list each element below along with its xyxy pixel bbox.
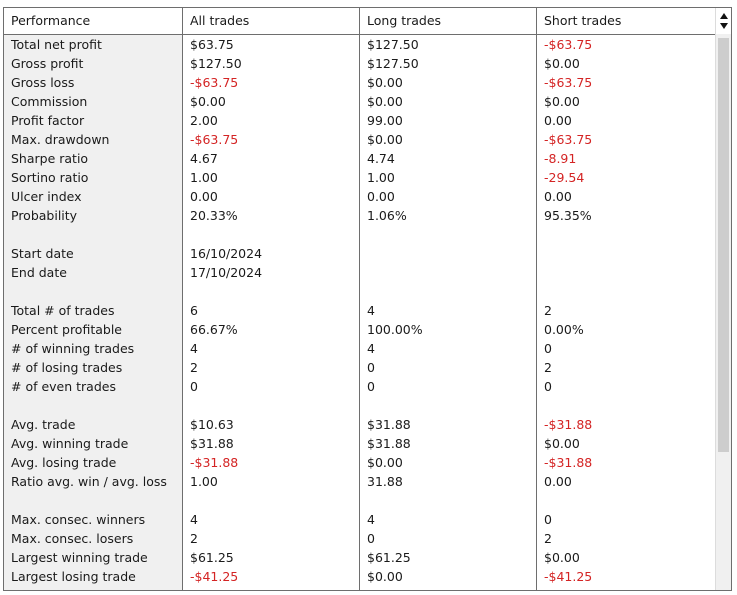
row-label: Total # of trades <box>11 303 115 318</box>
short-trades-value: $0.00 <box>544 436 580 451</box>
all-trades-value: 4 <box>190 341 198 356</box>
table-row <box>4 529 715 548</box>
long-trades-value: $31.88 <box>367 417 411 432</box>
all-trades-value <box>183 225 360 244</box>
table-row <box>4 548 715 567</box>
row-label: Avg. trade <box>11 417 76 432</box>
long-trades-value: 4 <box>367 303 375 318</box>
all-trades-value: 16/10/2024 <box>190 246 263 261</box>
long-trades-value: 0 <box>367 360 375 375</box>
row-label: Max. drawdown <box>11 132 110 147</box>
short-trades-value <box>537 282 715 301</box>
table-row <box>4 415 715 434</box>
table-row <box>4 111 715 130</box>
table-row <box>4 54 715 73</box>
all-trades-value: 66.67% <box>190 322 238 337</box>
header-performance[interactable]: Performance <box>4 8 183 34</box>
short-trades-value: 0.00% <box>544 322 584 337</box>
header-all-trades[interactable]: All trades <box>183 8 360 34</box>
row-label: Sortino ratio <box>11 170 89 185</box>
long-trades-value <box>360 225 537 244</box>
header-long-trades[interactable]: Long trades <box>360 8 537 34</box>
all-trades-value: 4.67 <box>190 151 218 166</box>
row-label: # of losing trades <box>11 360 123 375</box>
long-trades-value: 1.00 <box>367 170 395 185</box>
table-rows <box>4 35 715 586</box>
table-row <box>4 92 715 111</box>
short-trades-value <box>537 244 715 263</box>
table-row <box>4 130 715 149</box>
row-label <box>4 225 183 244</box>
all-trades-value: 2.00 <box>190 113 218 128</box>
table-row <box>4 168 715 187</box>
short-trades-value: $0.00 <box>544 550 580 565</box>
row-label: End date <box>11 265 67 280</box>
long-trades-value: 4 <box>367 341 375 356</box>
row-label: Avg. winning trade <box>11 436 129 451</box>
table-row <box>4 567 715 586</box>
row-label: Gross profit <box>11 56 84 71</box>
row-label <box>4 491 183 510</box>
short-trades-value: 2 <box>544 531 552 546</box>
short-trades-value: $0.00 <box>544 56 580 71</box>
long-trades-value <box>360 491 537 510</box>
all-trades-value: $63.75 <box>190 37 234 52</box>
short-trades-value: 0.00 <box>544 189 572 204</box>
row-label: Ulcer index <box>11 189 82 204</box>
table-row <box>4 377 715 396</box>
long-trades-value: 4 <box>367 512 375 527</box>
short-trades-value: 0.00 <box>544 113 572 128</box>
table-row <box>4 206 715 225</box>
long-trades-value: 1.06% <box>367 208 407 223</box>
short-trades-value: -8.91 <box>544 151 577 166</box>
long-trades-value <box>360 282 537 301</box>
table-row <box>4 320 715 339</box>
all-trades-value: 17/10/2024 <box>190 265 263 280</box>
all-trades-value: 4 <box>190 512 198 527</box>
long-trades-value: 0.00 <box>367 189 395 204</box>
short-trades-value: -29.54 <box>544 170 585 185</box>
scroll-arrows[interactable] <box>716 8 732 34</box>
short-trades-value <box>537 263 715 282</box>
long-trades-value: $127.50 <box>367 56 419 71</box>
all-trades-value: 1.00 <box>190 170 218 185</box>
table-row <box>4 358 715 377</box>
long-trades-value <box>360 396 537 415</box>
long-trades-value: $0.00 <box>367 455 403 470</box>
long-trades-value: 0 <box>367 379 375 394</box>
row-label: # of winning trades <box>11 341 135 356</box>
table-row <box>4 434 715 453</box>
short-trades-value: 2 <box>544 303 552 318</box>
all-trades-value: $0.00 <box>190 94 226 109</box>
short-trades-value: -$31.88 <box>544 455 593 470</box>
all-trades-value: $31.88 <box>190 436 234 451</box>
row-label: Ratio avg. win / avg. loss <box>11 474 167 489</box>
all-trades-value: 2 <box>190 360 198 375</box>
table-row <box>4 282 715 301</box>
long-trades-value: 4.74 <box>367 151 395 166</box>
table-row <box>4 453 715 472</box>
all-trades-value: 0 <box>190 379 198 394</box>
row-label <box>4 282 183 301</box>
short-trades-value <box>537 225 715 244</box>
all-trades-value <box>183 491 360 510</box>
all-trades-value: 1.00 <box>190 474 218 489</box>
row-label: Largest winning trade <box>11 550 148 565</box>
long-trades-value: $0.00 <box>367 94 403 109</box>
performance-table <box>3 7 732 591</box>
long-trades-value: 100.00% <box>367 322 423 337</box>
table-row <box>4 510 715 529</box>
table-row <box>4 263 715 282</box>
row-label: Percent profitable <box>11 322 122 337</box>
short-trades-value: 0 <box>544 341 552 356</box>
all-trades-value: 20.33% <box>190 208 238 223</box>
long-trades-value: 0 <box>367 531 375 546</box>
all-trades-value: $10.63 <box>190 417 234 432</box>
all-trades-value: -$63.75 <box>190 75 239 90</box>
table-row <box>4 301 715 320</box>
scrollbar-thumb[interactable] <box>718 38 729 452</box>
all-trades-value: 0.00 <box>190 189 218 204</box>
table-row <box>4 244 715 263</box>
long-trades-value: $0.00 <box>367 75 403 90</box>
row-label: Profit factor <box>11 113 85 128</box>
all-trades-value: $127.50 <box>190 56 242 71</box>
short-trades-value: -$63.75 <box>544 37 593 52</box>
table-header <box>4 8 715 35</box>
long-trades-value: $0.00 <box>367 569 403 584</box>
long-trades-value: $31.88 <box>367 436 411 451</box>
row-label: Largest losing trade <box>11 569 136 584</box>
long-trades-value: $0.00 <box>367 132 403 147</box>
short-trades-value: 0 <box>544 379 552 394</box>
row-label: Max. consec. winners <box>11 512 146 527</box>
long-trades-value: $127.50 <box>367 37 419 52</box>
row-label: Probability <box>11 208 78 223</box>
header-short-trades[interactable]: Short trades <box>544 13 622 28</box>
table-row <box>4 396 715 415</box>
vertical-scrollbar[interactable] <box>715 8 732 590</box>
all-trades-value <box>183 396 360 415</box>
long-trades-value <box>360 263 537 282</box>
row-label: Avg. losing trade <box>11 455 117 470</box>
all-trades-value: $61.25 <box>190 550 234 565</box>
table-row <box>4 472 715 491</box>
table-row <box>4 35 715 54</box>
short-trades-value: 0.00 <box>544 474 572 489</box>
short-trades-value: -$63.75 <box>544 132 593 147</box>
short-trades-value <box>537 396 715 415</box>
row-label <box>4 396 183 415</box>
short-trades-value: 2 <box>544 360 552 375</box>
row-label: # of even trades <box>11 379 116 394</box>
row-label: Start date <box>11 246 74 261</box>
short-trades-value: -$31.88 <box>544 417 593 432</box>
all-trades-value: -$63.75 <box>190 132 239 147</box>
short-trades-value: 95.35% <box>544 208 592 223</box>
short-trades-value: 0 <box>544 512 552 527</box>
arrow-down-icon[interactable] <box>720 23 728 29</box>
row-label: Sharpe ratio <box>11 151 89 166</box>
short-trades-value: $0.00 <box>544 94 580 109</box>
table-row <box>4 225 715 244</box>
all-trades-value: -$41.25 <box>190 569 239 584</box>
table-row <box>4 491 715 510</box>
table-body <box>4 35 715 591</box>
short-trades-value: -$41.25 <box>544 569 593 584</box>
all-trades-value: 6 <box>190 303 198 318</box>
table-row <box>4 149 715 168</box>
row-label: Commission <box>11 94 88 109</box>
all-trades-value <box>183 282 360 301</box>
arrow-up-icon[interactable] <box>720 13 728 19</box>
short-trades-value <box>537 491 715 510</box>
long-trades-value: $61.25 <box>367 550 411 565</box>
row-label: Gross loss <box>11 75 75 90</box>
table-row <box>4 73 715 92</box>
all-trades-value: -$31.88 <box>190 455 239 470</box>
table-row <box>4 187 715 206</box>
short-trades-value: -$63.75 <box>544 75 593 90</box>
long-trades-value: 99.00 <box>367 113 403 128</box>
table-row <box>4 339 715 358</box>
row-label: Total net profit <box>11 37 102 52</box>
row-label: Max. consec. losers <box>11 531 134 546</box>
long-trades-value <box>360 244 537 263</box>
all-trades-value: 2 <box>190 531 198 546</box>
long-trades-value: 31.88 <box>367 474 403 489</box>
